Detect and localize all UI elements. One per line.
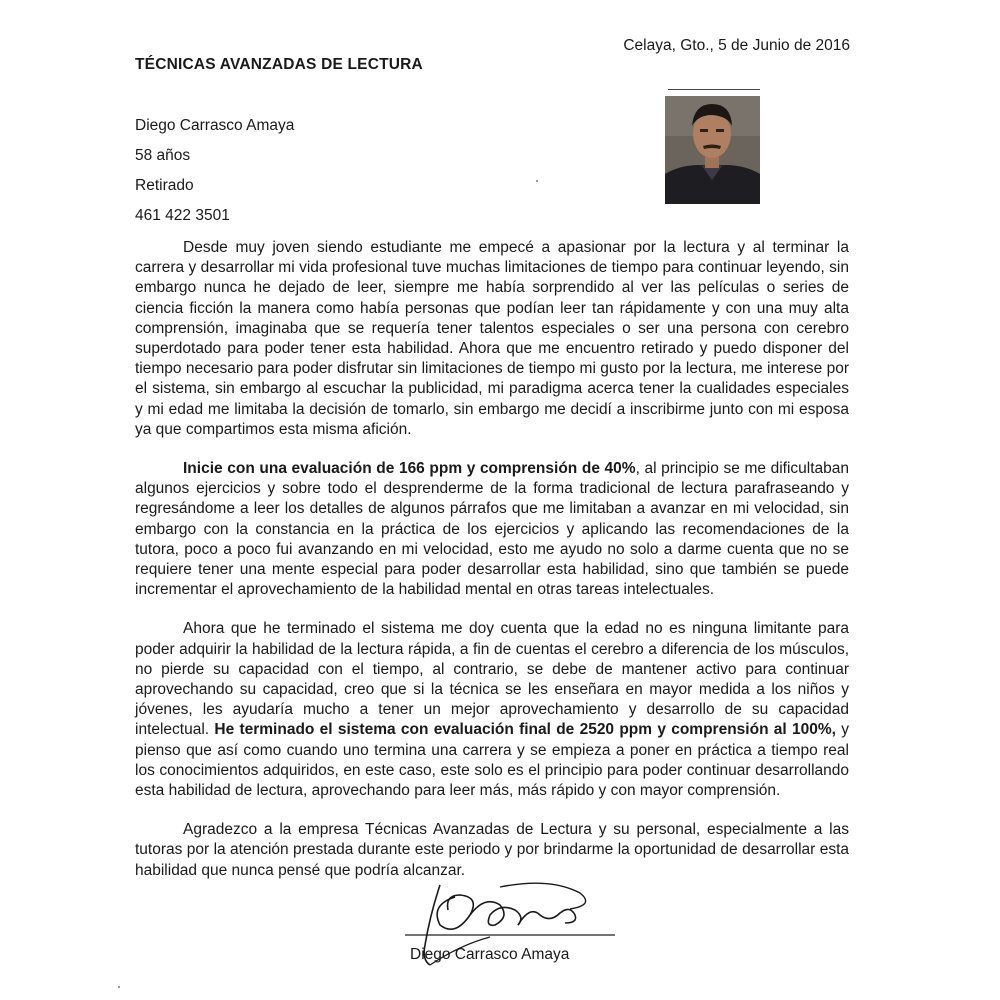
photo-divider	[668, 89, 760, 90]
paragraph-3-text-end: y pienso que así como cuando uno termina una carrera y se empieza a poner en práctica a tiempo real los conocimientos adquiridos, en este caso, este solo es el principio para poder continuar desarrollando esta habilidad de lectura, aprovechando para leer más, más rápido y con mayor comprensión.	[135, 721, 849, 800]
scan-speck	[118, 986, 120, 988]
author-photo	[665, 96, 760, 204]
paragraph-3-highlight: He terminado el sistema con evaluación final de 2520 ppm y comprensión al 100%,	[214, 721, 836, 739]
scan-speck	[536, 180, 538, 182]
document-title: TÉCNICAS AVANZADAS DE LECTURA	[135, 56, 423, 73]
letter-body	[135, 238, 849, 900]
signature-name: Diego Carrasco Amaya	[410, 946, 570, 963]
author-phone: 461 422 3501	[135, 207, 230, 224]
paragraph-1	[135, 238, 849, 440]
author-name: Diego Carrasco Amaya	[135, 117, 295, 134]
paragraph-3	[135, 619, 849, 801]
paragraph-2-highlight: Inicie con una evaluación de 166 ppm y comprensión de 40%	[183, 460, 636, 478]
paragraph-2	[135, 459, 849, 600]
paragraph-4	[135, 820, 849, 881]
paragraph-4-text: Agradezco a la empresa Técnicas Avanzadas de Lectura y su personal, especialmente a las tutoras por la atención prestada durante este periodo y por brindarme la oportunidad de desarrollar esta habilidad que nunca pensé que podría alcanzar.	[135, 821, 849, 879]
author-status: Retirado	[135, 177, 194, 194]
author-age: 58 años	[135, 147, 191, 164]
paragraph-2-text: , al principio se me dificultaban algunos ejercicios y sobre todo el desprenderme de la forma tradicional de lectura parafraseando y regresándome a leer los detalles de algunos párrafos que me limitaban a avanzar en mi velocidad, sin embargo con la constancia en la práctica de los ejercicios y aplicando las recomendaciones de la tutora, poco a poco fui avanzando en mi velocidad, esto me ayudo no solo a darme cuenta que no se requiere tener una mente especial para poder desarrollar esta habilidad, sino que también se puede incrementar el aprovechamiento de la habilidad mental en otras tareas intelectuales.	[135, 460, 849, 599]
paragraph-1-text: Desde muy joven siendo estudiante me empecé a apasionar por la lectura y al terminar la carrera y desarrollar mi vida profesional tuve muchas limitaciones de tiempo para continuar leyendo, sin embargo nunca he dejado de leer, siempre me había sorprendido al ver las películas o series de ciencia ficción la manera como había personas que podían leer tan rápidamente y con una muy alta comprensión, imaginaba que se requería tener talentos especiales o ser una persona con cerebro superdotado para poder tener esta habilidad. Ahora que me encuentro retirado y puedo disponer del tiempo necesario para poder disfrutar sin limitaciones de tiempo mi gusto por la lectura, me interese por el sistema, sin embargo al escuchar la publicidad, mi paradigma acerca tener la cualidades especiales y mi edad me limitaba la decisión de tomarlo, sin embargo me decidí a inscribirme junto con mi esposa ya que compartimos esta misma afición.	[135, 239, 849, 438]
place-date: Celaya, Gto., 5 de Junio de 2016	[623, 37, 850, 54]
paragraph-3-text-start: Ahora que he terminado el sistema me doy cuenta que la edad no es ninguna limitante para poder adquirir la habilidad de la lectura rápida, a fin de cuentas el cerebro a diferencia de los músculos, no pierde su capacidad con el tiempo, al contrario, se debe de mantener activo para continuar aprovechando su capacidad, creo que si la técnica se les enseñara en mayor medida a los niños y jóvenes, les ayudaría mucho a tener un mejor aprovechamiento y desarrollo de su capacidad intelectual.	[135, 620, 849, 739]
